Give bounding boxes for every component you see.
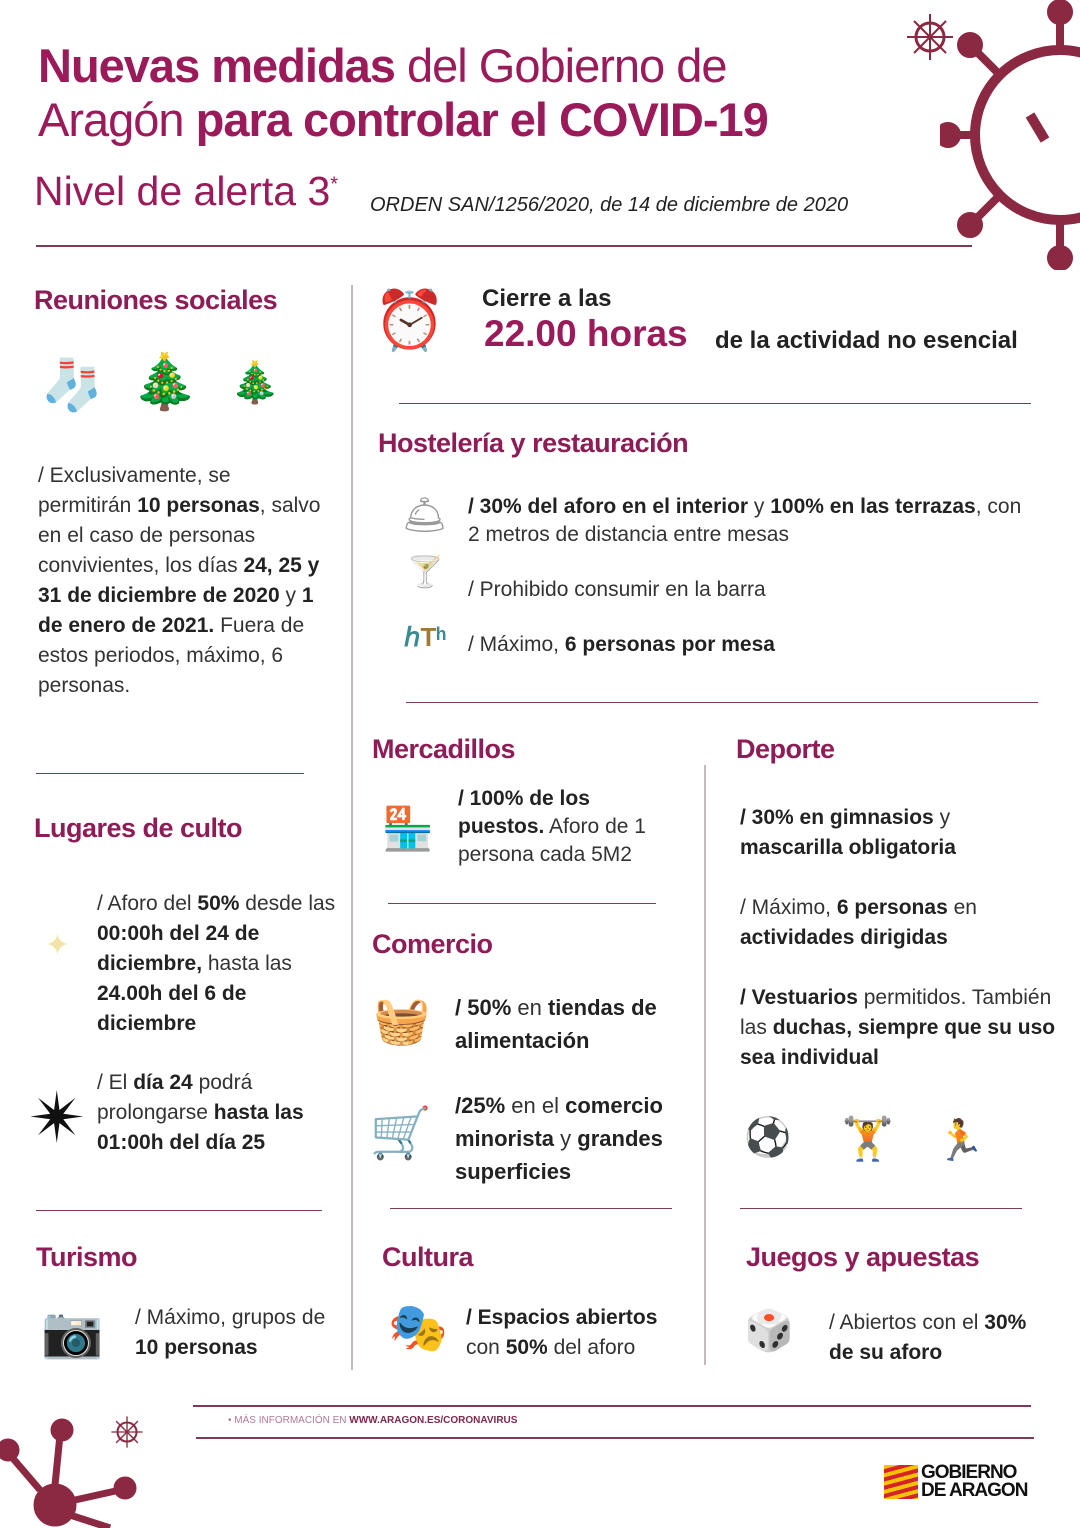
closing-suffix: de la actividad no esencial: [715, 327, 1018, 354]
section-title-reuniones: Reuniones sociales: [34, 285, 278, 315]
alert-level-text: Nivel de alerta 3: [34, 168, 331, 214]
text-segment: / Espacios abiertos: [466, 1306, 658, 1329]
divider: [36, 245, 972, 247]
text-segment: permitidos. También las: [740, 986, 1052, 1039]
text-segment: desde las: [239, 892, 336, 915]
divider: [196, 1437, 1034, 1439]
section-title-turismo: Turismo: [36, 1242, 138, 1272]
reuniones-text: [38, 461, 323, 701]
text-segment: mascarilla obligatoria: [740, 836, 956, 859]
grocery-basket-icon: 🧺: [373, 993, 431, 1046]
text-segment: tiendas de alimentación: [455, 995, 657, 1053]
aragon-flag-icon: [884, 1465, 918, 1499]
text-segment: en: [947, 896, 977, 919]
section-title-deporte: Deporte: [736, 734, 835, 764]
text-segment: , salvo en el caso de personas convivientes, los días: [38, 494, 321, 577]
serving-cloche-icon: 🛎: [401, 494, 448, 535]
section-title-juegos: Juegos y apuestas: [746, 1242, 980, 1272]
text-segment: 30% de su aforo: [829, 1311, 1027, 1364]
page-title-line1: [38, 38, 726, 93]
section-title-culto: Lugares de culto: [34, 813, 243, 843]
text-segment: / Máximo,: [740, 896, 837, 919]
text-segment: día 24: [133, 1071, 193, 1094]
text-segment: actividades dirigidas: [740, 926, 948, 949]
text-segment: / Máximo,: [468, 633, 565, 656]
text-segment: 1 de enero de 2021.: [38, 584, 314, 637]
text-segment: / Vestuarios: [740, 986, 858, 1009]
order-reference: ORDEN SAN/1256/2020, de 14 de diciembre de 2020: [370, 194, 849, 216]
section-title-cultura: Cultura: [382, 1242, 473, 1272]
column-divider: [704, 765, 706, 1365]
divider: [406, 702, 1038, 703]
logo-line1: GOBIERNO: [921, 1462, 1017, 1483]
text-segment: y: [933, 806, 951, 829]
alarm-clock-icon: ⏰: [373, 288, 447, 353]
text-segment: , con 2 metros de distancia entre mesas: [468, 495, 1022, 546]
text-segment: / 30% del aforo en el interior: [468, 495, 749, 518]
virus-icon: [940, 0, 1080, 270]
divider: [36, 773, 304, 774]
hosteleria-item-3: [468, 630, 1038, 660]
small-virus-icon: [905, 12, 955, 62]
small-virus-icon: [110, 1415, 144, 1449]
comercio-item-1: [455, 991, 695, 1057]
text-segment: / Máximo, grupos de: [135, 1306, 326, 1329]
text-segment: / 100% de los puestos.: [458, 787, 590, 838]
text-segment: en el: [505, 1093, 566, 1118]
text-segment: Fuera de estos periodos, máximo, 6 personas.: [38, 614, 305, 697]
mercadillos-text: [458, 785, 678, 869]
text-segment: 6 personas: [836, 896, 948, 919]
text-segment: 24, 25 y 31 de diciembre de 2020: [38, 554, 320, 607]
more-info: • MÁS INFORMACIÓN EN WWW.ARAGON.ES/CORONAVIRUS: [228, 1415, 518, 1426]
text-segment: / Exclusivamente, se permitirán: [38, 464, 231, 517]
text-segment: podrá prolongarse: [97, 1071, 253, 1124]
alert-mark: *: [330, 173, 339, 196]
text-segment: / El: [97, 1071, 134, 1094]
section-title-comercio: Comercio: [372, 929, 493, 959]
hosteleria-item-1: [468, 493, 1038, 549]
section-title-mercadillos: Mercadillos: [372, 734, 516, 764]
comercio-item-2: [455, 1089, 695, 1188]
text-segment: Aforo de 1 persona cada 5M2: [458, 815, 646, 866]
text-segment: y: [748, 495, 771, 518]
text-segment: /25%: [455, 1093, 506, 1118]
divider: [740, 1208, 1022, 1209]
deporte-item-2: [740, 893, 1040, 953]
camera-icon: 📷: [41, 1304, 104, 1360]
text-segment: para controlar el COVID-19: [195, 93, 768, 146]
text-segment: duchas, siempre que su uso sea individual: [740, 1016, 1056, 1069]
text-segment: 6 personas por mesa: [564, 633, 775, 656]
text-segment: del aforo: [547, 1336, 636, 1359]
text-segment: grandes superficies: [455, 1126, 663, 1184]
text-segment: Aragón: [38, 93, 196, 146]
text-segment: 24.00h del 6 de diciembre: [97, 982, 247, 1035]
sparkle-icon: ✦: [44, 928, 71, 962]
text-segment: del Gobierno de: [394, 39, 727, 92]
hosteleria-item-2: [468, 575, 1038, 605]
juegos-text: [829, 1308, 1029, 1368]
deporte-item-1: [740, 803, 1040, 863]
text-segment: / Prohibido consumir en la barra: [468, 578, 766, 601]
more-info-link[interactable]: WWW.ARAGON.ES/CORONAVIRUS: [349, 1415, 518, 1426]
divider: [390, 1208, 672, 1209]
closing-time: 22.00 horas: [484, 313, 688, 354]
gobierno-aragon-logo: [884, 1464, 1027, 1500]
deporte-item-3: [740, 983, 1060, 1073]
soccer-ball-icon: ⚽: [744, 1117, 792, 1159]
section-title-hosteleria: Hostelería y restauración: [378, 428, 689, 458]
text-segment: en: [511, 995, 548, 1020]
text-segment: / Abiertos con el: [829, 1311, 985, 1334]
text-segment: hasta las 01:00h del día 25: [97, 1101, 304, 1154]
cocktail-icon: 🍸: [406, 556, 445, 589]
text-segment: hasta las: [202, 952, 292, 975]
christmas-tree-icon: 🎄: [131, 352, 199, 412]
text-segment: 50%: [505, 1336, 548, 1359]
logo-line2: DE ARAGON: [921, 1480, 1028, 1501]
text-segment: 10 personas: [137, 494, 260, 517]
alert-level: [34, 168, 338, 215]
text-segment: y: [554, 1126, 578, 1151]
text-segment: / 50%: [455, 995, 512, 1020]
text-segment: / 30% en gimnasios: [740, 806, 934, 829]
table-chairs-icon: ℎ T ʰ: [404, 621, 446, 652]
divider: [388, 903, 656, 904]
christmas-stocking-icon: 🧦: [41, 356, 104, 413]
divider: [399, 403, 1031, 404]
closing-prefix: Cierre a las: [482, 285, 612, 312]
runner-icon: 🏃: [935, 1118, 985, 1163]
text-segment: 100% en las terrazas: [770, 495, 976, 518]
poker-chips-icon: 🎲: [744, 1308, 794, 1353]
theater-masks-icon: 🎭: [388, 1301, 448, 1355]
turismo-text: [135, 1303, 335, 1363]
divider: [193, 1405, 1031, 1407]
shopping-cart-icon: 🛒: [369, 1104, 433, 1161]
text-segment: con: [466, 1336, 506, 1359]
culto-item-2: [97, 1068, 337, 1158]
culto-item-1: [97, 889, 347, 1039]
star-icon: ✴: [28, 1078, 87, 1157]
page-title-line2: [38, 92, 768, 147]
divider: [36, 1210, 322, 1211]
text-segment: 10 personas: [135, 1336, 258, 1359]
market-stall-icon: 🏪: [381, 804, 435, 852]
column-divider: [351, 285, 353, 1370]
text-segment: Nuevas medidas: [38, 39, 395, 92]
ornaments-icon: 🎄: [230, 361, 280, 405]
text-segment: 50%: [197, 892, 240, 915]
text-segment: / Aforo del: [97, 892, 198, 915]
cultura-text: [466, 1303, 691, 1363]
more-info-prefix: MÁS INFORMACIÓN EN: [234, 1415, 350, 1426]
text-segment: comercio minorista: [455, 1093, 663, 1151]
text-segment: 00:00h del 24 de diciembre,: [97, 922, 260, 975]
text-segment: y: [279, 584, 302, 607]
weightlifter-icon: 🏋: [841, 1114, 895, 1162]
